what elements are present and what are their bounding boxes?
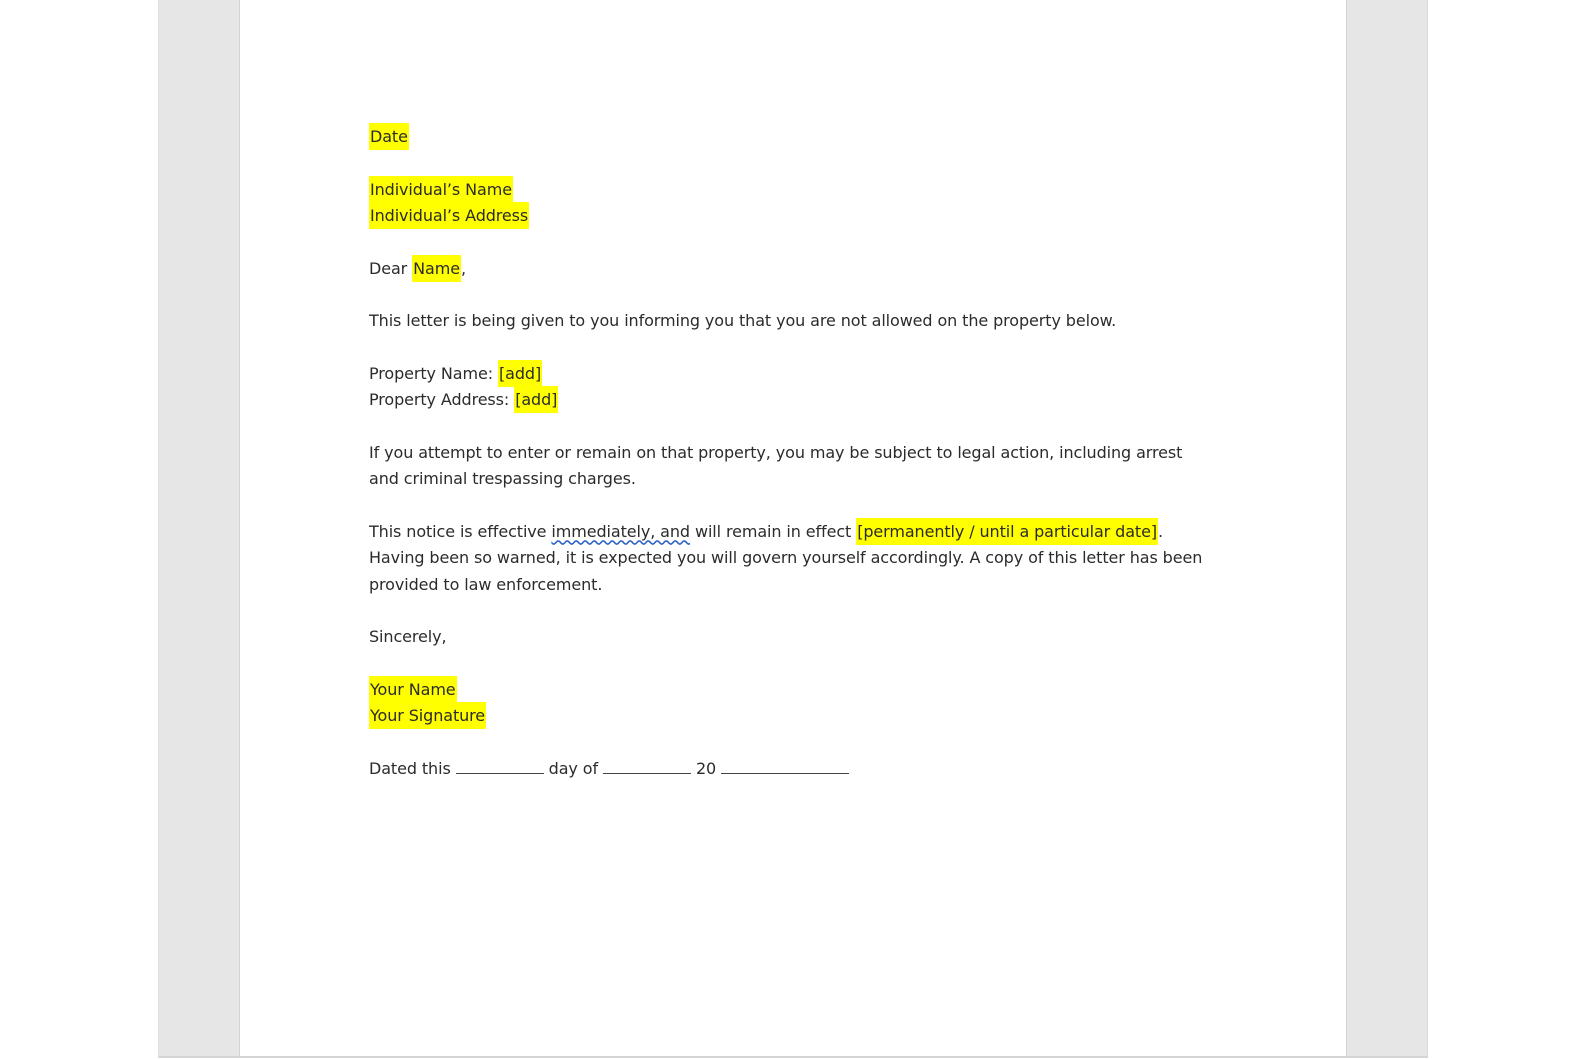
property-name-line xyxy=(369,361,1229,388)
warning-line-2: and criminal trespassing charges. xyxy=(369,469,636,488)
recipient-name-line xyxy=(369,177,1229,204)
property-address-label: Property Address: xyxy=(369,390,515,409)
year-blank xyxy=(721,759,849,774)
notice-suffix: . xyxy=(1157,521,1163,541)
salutation-name-placeholder: Name xyxy=(412,255,461,282)
spacer xyxy=(369,651,1229,677)
dated-line xyxy=(369,756,1229,783)
recipient-address-line xyxy=(369,203,1229,230)
dated-year: 20 xyxy=(690,758,722,778)
spacer xyxy=(369,335,1229,361)
document-page[interactable] xyxy=(239,0,1347,1056)
letter-body[interactable] xyxy=(369,124,1229,782)
property-name-placeholder: [add] xyxy=(498,360,542,387)
document-viewer[interactable] xyxy=(158,0,1428,1058)
spacer xyxy=(369,493,1229,519)
your-name-line xyxy=(369,677,1229,704)
intro-paragraph: This letter is being given to you informing you that you are not allowed on the property below. xyxy=(369,311,1117,330)
your-name-placeholder: Your Name xyxy=(369,676,457,703)
notice-middle: will remain in effect xyxy=(689,521,857,541)
duration-placeholder: [permanently / until a particular date] xyxy=(856,518,1158,545)
your-signature-placeholder: Your Signature xyxy=(369,702,486,729)
notice-prefix: This notice is effective xyxy=(369,521,552,541)
recipient-address-placeholder: Individual’s Address xyxy=(369,202,529,229)
warning-line-1: If you attempt to enter or remain on that property, you may be subject to legal action, including arrest xyxy=(369,442,1183,462)
dated-prefix: Dated this xyxy=(369,758,456,778)
salutation-line xyxy=(369,256,1229,283)
spacer xyxy=(369,230,1229,256)
spacer xyxy=(369,151,1229,177)
property-address-line xyxy=(369,387,1229,414)
property-name-label: Property Name: xyxy=(369,363,498,383)
notice-line-3: provided to law enforcement. xyxy=(369,574,603,594)
spacer xyxy=(369,414,1229,440)
spacer xyxy=(369,282,1229,308)
date-line xyxy=(369,124,1229,151)
property-address-placeholder: [add] xyxy=(514,386,558,413)
recipient-name-placeholder: Individual’s Name xyxy=(369,176,513,203)
dated-day-of: day of xyxy=(543,758,603,778)
salutation-suffix: , xyxy=(460,258,466,278)
day-blank xyxy=(456,759,544,774)
month-blank xyxy=(603,759,691,774)
your-signature-line xyxy=(369,703,1229,730)
spacer xyxy=(369,598,1229,624)
notice-line-1 xyxy=(369,519,1229,546)
salutation-prefix: Dear xyxy=(369,258,413,278)
spacer xyxy=(369,730,1229,756)
notice-line-2: Having been so warned, it is expected you will govern yourself accordingly. A copy of this letter has been xyxy=(369,548,1203,567)
closing-line: Sincerely, xyxy=(369,627,447,646)
grammar-flag-text[interactable]: immediately, and xyxy=(551,521,690,541)
date-placeholder: Date xyxy=(369,123,409,150)
